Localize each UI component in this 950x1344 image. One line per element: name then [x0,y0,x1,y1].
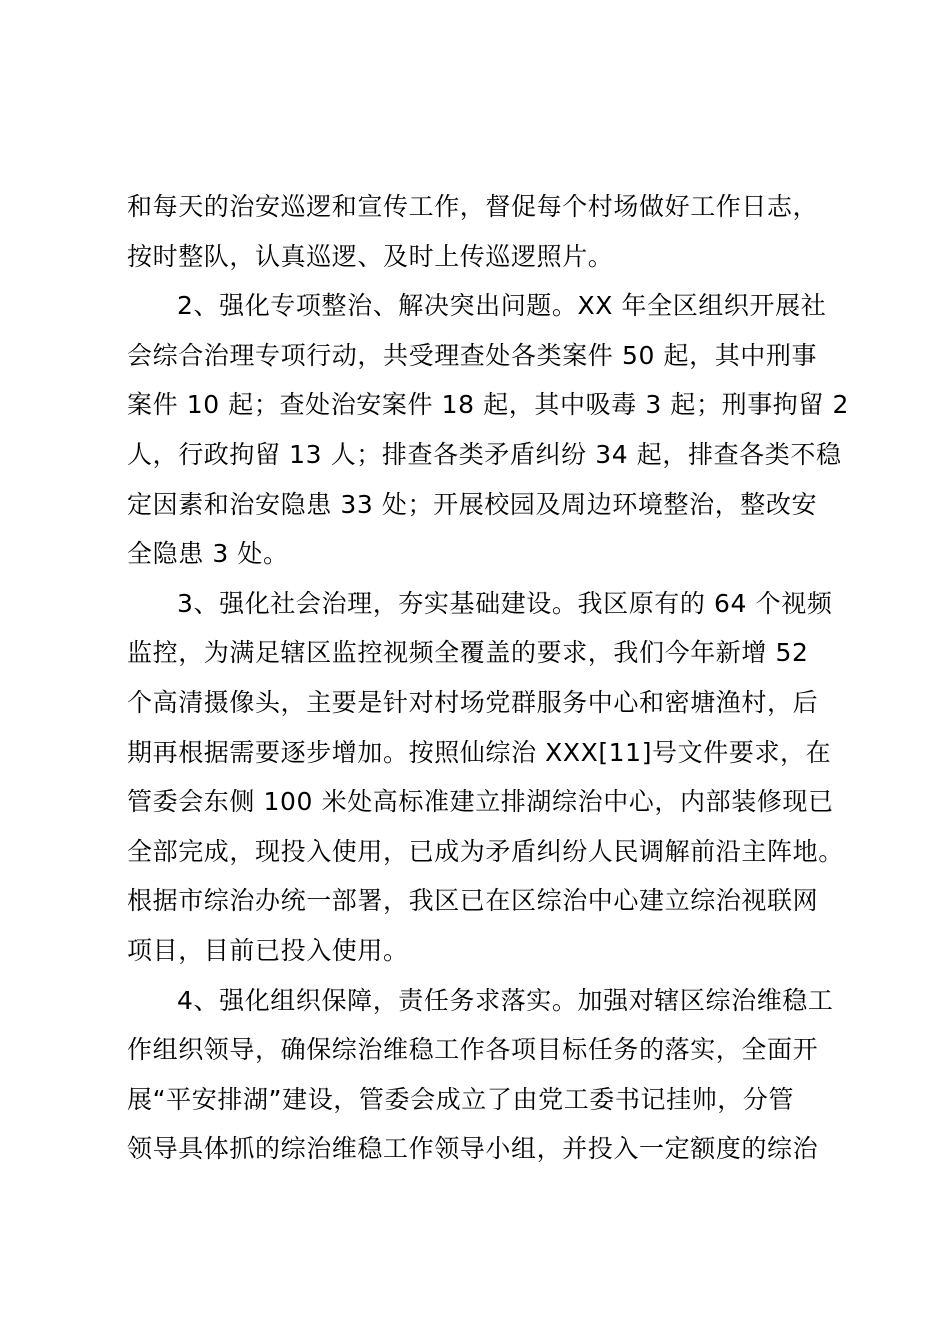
paragraph-line: 人，行政拘留 13 人；排查各类矛盾纠纷 34 起，排查各类不稳 [127,439,842,469]
paragraph-line: 项目，目前已投入使用。 [127,935,409,965]
paragraph-line: 管委会东侧 100 米处高标准建立排湖综治中心，内部装修现已 [127,787,834,817]
paragraph-line: 监控，为满足辖区监控视频全覆盖的要求，我们今年新增 52 [127,638,809,668]
paragraph-line: 会综合治理专项行动，共受理查处各类案件 50 起，其中刑事 [127,340,818,370]
paragraph-line: 作组织领导，确保综治维稳工作各项目标任务的落实，全面开 [127,1035,819,1065]
paragraph-line: 2、强化专项整治、解决突出问题。XX 年全区组织开展社 [177,291,827,321]
paragraph-line: 个高清摄像头，主要是针对村场党群服务中心和密塘渔村，后 [127,687,819,717]
paragraph-line: 全隐患 3 处。 [127,539,289,569]
paragraph-line: 期再根据需要逐步增加。按照仙综治 XXX[11]号文件要求，在 [127,737,832,767]
paragraph-line: 3、强化社会治理，夯实基础建设。我区原有的 64 个视频 [177,588,833,618]
paragraph-line: 案件 10 起；查处治安案件 18 起，其中吸毒 3 起；刑事拘留 2 [127,390,850,420]
paragraph-line: 根据市综治办统一部署，我区已在区综治中心建立综治视联网 [127,886,819,916]
paragraph-line: 4、强化组织保障，责任务求落实。加强对辖区综治维稳工 [177,985,834,1015]
paragraph-line: 定因素和治安隐患 33 处；开展校园及周边环境整治，整改安 [127,489,818,519]
paragraph-line: 展“平安排湖”建设，管委会成立了由党工委书记挂帅，分管 [127,1084,795,1114]
paragraph-line: 按时整队，认真巡逻、及时上传巡逻照片。 [127,241,614,271]
paragraph-line: 全部完成，现投入使用，已成为矛盾纠纷人民调解前沿主阵地。 [127,836,844,866]
paragraph-3 [127,579,844,976]
paragraph-1 [127,182,839,281]
document-body [127,182,850,1174]
paragraph-line: 和每天的治安巡逻和宣传工作，督促每个村场做好工作日志， [127,192,819,221]
paragraph-4 [127,976,839,1174]
paragraph-2 [127,281,850,579]
paragraph-line: 领导具体抓的综治维稳工作领导小组，并投入一定额度的综治 [127,1134,819,1164]
